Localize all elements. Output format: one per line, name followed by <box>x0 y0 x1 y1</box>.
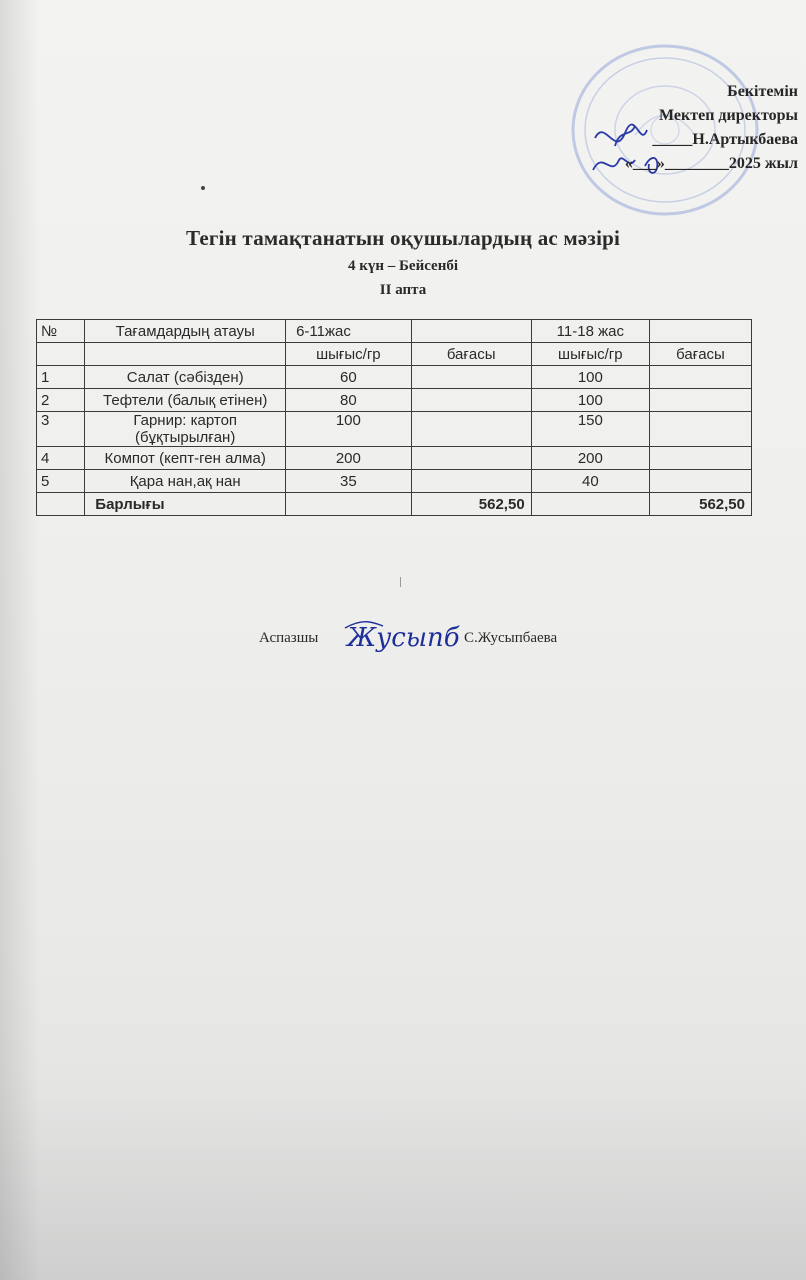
row-price-2 <box>649 389 751 412</box>
table-row <box>37 470 752 493</box>
cook-name: С.Жусыпбаева <box>464 630 558 646</box>
menu-table <box>36 319 752 516</box>
table-row <box>37 412 752 447</box>
row-price-1 <box>411 389 531 412</box>
approval-date: «___»________2025 жыл <box>624 155 798 172</box>
table-row <box>37 389 752 412</box>
row-num: 1 <box>37 366 85 389</box>
day-subtitle: 4 күн – Бейсенбі <box>347 258 459 274</box>
row-output-2: 100 <box>531 389 649 412</box>
row-dish: Компот (кепт-ген алма) <box>85 447 286 470</box>
pencil-mark <box>400 577 401 587</box>
table-total-row <box>37 493 752 516</box>
row-price-2 <box>649 470 751 493</box>
approval-heading: Бекітемін <box>727 83 798 100</box>
total-empty <box>37 493 85 516</box>
table-row <box>37 366 752 389</box>
subheader-empty <box>85 343 286 366</box>
row-price-2 <box>649 366 751 389</box>
row-num: 3 <box>37 412 85 447</box>
header-empty <box>411 320 531 343</box>
row-price-1 <box>411 447 531 470</box>
total-empty <box>531 493 649 516</box>
approval-position: Мектеп директоры <box>659 107 798 124</box>
header-group1: 6-11жас <box>286 320 412 343</box>
header-group2: 11-18 жас <box>531 320 649 343</box>
row-output-2: 150 <box>531 412 649 447</box>
row-price-1 <box>411 470 531 493</box>
row-output-1: 100 <box>286 412 412 447</box>
row-dish: Салат (сәбізден) <box>85 366 286 389</box>
row-num: 5 <box>37 470 85 493</box>
table-row <box>37 447 752 470</box>
row-output-2: 100 <box>531 366 649 389</box>
row-num: 2 <box>37 389 85 412</box>
cook-signature-icon <box>343 612 460 662</box>
row-dish: Гарнир: картоп (бұқтырылған) <box>85 412 286 447</box>
row-dish: Қара нан,ақ нан <box>85 470 286 493</box>
page-title: Тегін тамақтанатын оқушылардың ас мәзірі <box>185 226 621 250</box>
total-label: Барлығы <box>85 493 286 516</box>
total-empty <box>286 493 412 516</box>
row-output-1: 200 <box>286 447 412 470</box>
row-output-1: 80 <box>286 389 412 412</box>
subheader-price-1: бағасы <box>411 343 531 366</box>
subheader-output-2: шығыс/гр <box>531 343 649 366</box>
row-output-1: 35 <box>286 470 412 493</box>
ink-dot <box>201 186 205 190</box>
header-name: Тағамдардың атауы <box>85 320 286 343</box>
total-price-1: 562,50 <box>411 493 531 516</box>
table-header-row <box>37 320 752 343</box>
cook-signature-text: Жусыпб <box>347 623 460 653</box>
row-price-2 <box>649 412 751 447</box>
total-price-2: 562,50 <box>649 493 751 516</box>
page-shadow-bottom <box>0 1080 806 1280</box>
subheader-output-1: шығыс/гр <box>286 343 412 366</box>
subheader-empty <box>37 343 85 366</box>
row-price-1 <box>411 366 531 389</box>
row-output-2: 200 <box>531 447 649 470</box>
row-num: 4 <box>37 447 85 470</box>
row-price-2 <box>649 447 751 470</box>
header-empty <box>649 320 751 343</box>
row-price-1 <box>411 412 531 447</box>
header-num: № <box>37 320 85 343</box>
approval-block <box>625 80 798 176</box>
row-output-1: 60 <box>286 366 412 389</box>
week-label: II апта <box>379 282 427 298</box>
approval-director-name: _____Н.Артыкбаева <box>652 131 798 148</box>
subheader-price-2: бағасы <box>649 343 751 366</box>
row-output-2: 40 <box>531 470 649 493</box>
row-dish: Тефтели (балық етінен) <box>85 389 286 412</box>
table-subheader-row <box>37 343 752 366</box>
cook-label: Аспазшы <box>259 630 319 646</box>
